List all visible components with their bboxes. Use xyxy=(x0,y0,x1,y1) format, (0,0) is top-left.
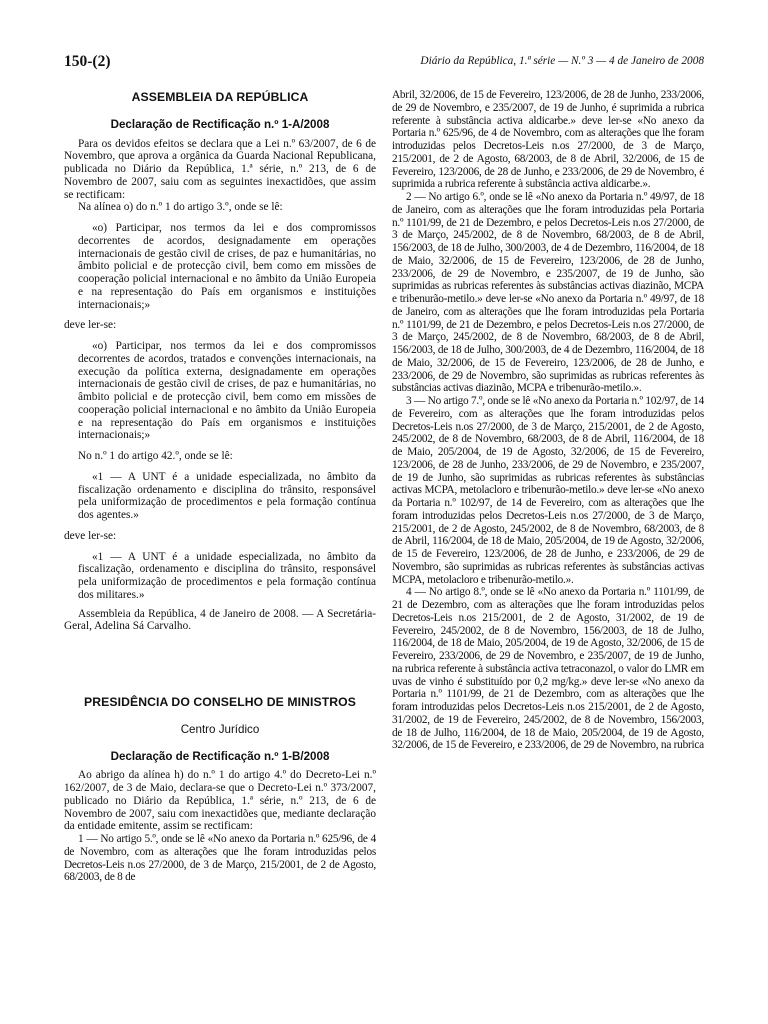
quoted-text: «o) Participar, nos termos da lei e dos compromissos decorrentes de acordos, tratados e convenções internacionais, na execução da política externa, designadamente em operações internacionais de gestão civil de crises, de paz e humanitárias, no âmbito policial e de protecção civil, bem como em missões de cooperação policial internacional e no âmbito da União Europeia e na representação do País em organismos e instituições internacionais;» xyxy=(78,340,376,442)
should-read-clause: deve ler-se: xyxy=(64,529,117,542)
page-header xyxy=(64,53,704,75)
signoff: Assembleia da República, 4 de Janeiro de 2008. — A Secretária-Geral, Adelina Sá Carvalho. xyxy=(64,607,376,633)
quoted-text: «1 — A UNT é a unidade especializada, no âmbito da fiscalização, ordenamento e disciplina do trânsito, responsável pela uniformização de procedimentos e pela formação contínua dos militares.» xyxy=(78,550,376,601)
rectification-item-1: 1 — No artigo 5.º, onde se lê «No anexo da Portaria n.º 625/96, de 4 de Novembro, com as alterações que lhe foram introduzidas pelos Decretos-Leis n.os 27/2000, de 3 de Março, 215/2001, de 2 de Agosto, 68/2003, de 8 de xyxy=(64,833,376,884)
where-clause: No n.º 1 do artigo 42.º, onde se lê: xyxy=(78,450,233,462)
should-read-clause: deve ler-se: xyxy=(64,319,117,332)
rectification-item-4: 4 — No artigo 8.º, onde se lê «No anexo da Portaria n.º 1101/99, de 21 de Dezembro, com as alterações que lhe foram introduzidas pelos Decretos-Leis n.os 215/2001, de 2 de Agosto, 31/2002, de 19 de Fevereiro, 245/2002, de 8 de Novembro, 156/2003, de 18 de Julho, 116/2004, de 18 de Maio, 205/2004, de 19 de Agosto, 32/2006, de 15 de Fevereiro, 233/2006, de 29 de Novembro, e 235/2007, de 19 de Junho, na rubrica referente à substância activa tetraconazol, o valor do LMR em uvas de vinho é substituído por 0,2 mg/kg.» deve ler-se «No anexo da Portaria n.º 1101/99, de 21 de Dezembro, com as alterações que lhe foram introduzidas pelos Decretos-Leis n.os 215/2001, de 2 de Agosto, 31/2002, de 19 de Fevereiro, 245/2002, de 8 de Novembro, 156/2003, de 18 de Julho, 116/2004, de 18 de Maio, 205/2004, de 19 de Agosto, 32/2006, de 15 de Fevereiro, e 233/2006, de 29 de Novembro, na rubrica xyxy=(392,586,704,752)
section-heading-presidencia: PRESIDÊNCIA DO CONSELHO DE MINISTROS xyxy=(84,695,356,709)
declaration-intro: Ao abrigo da alínea h) do n.º 1 do artigo 4.º do Decreto-Lei n.º 162/2007, de 3 de Maio, declara-se que o Decreto-Lei n.º 373/2007, publicado no Diário da República, 1.ª série, n.º 213, de 6 de Novembro de 2007, saiu com inexactidões que, mediante declaração da entidade emitente, assim se rectificam: xyxy=(64,769,376,833)
section-subtitle: Centro Jurídico xyxy=(180,722,260,736)
rectification-item-3: 3 — No artigo 7.º, onde se lê «No anexo da Portaria n.º 102/97, de 14 de Fevereiro, com as alterações que lhe foram introduzidas pelos Decretos-Leis n.os 27/2000, de 3 de Março, 215/2001, de 2 de Agosto, 245/2002, de 8 de Novembro, 68/2003, de 8 de Abril, 116/2004, de 18 de Maio, 205/2004, de 19 de Agosto, 32/2006, de 15 de Fevereiro, 123/2006, de 28 de Junho, 233/2006, de 29 de Novembro, e 235/2007, de 19 de Junho, são suprimidas as rubricas referentes às substâncias activas MCPA, metolacloro e tribenurão-metilo.» deve ler-se «No anexo da Portaria n.º 102/97, de 14 de Fevereiro, com as alterações que lhe foram introduzidas pelos Decretos-Leis n.os 27/2000, de 3 de Março, 215/2001, de 2 de Agosto, 245/2002, de 8 de Novembro, 68/2003, de 8 de Abril, 116/2004, de 18 de Maio, 205/2004, de 19 de Agosto, 32/2006, de 15 de Fevereiro, 123/2006, de 28 de Junho, e 233/2006, de 29 de Novembro, são suprimidas as rubricas referentes às substâncias activas MCPA, metolacloro e tribenurão-metilo.». xyxy=(392,395,704,586)
right-column xyxy=(392,89,704,752)
declaration-title-1a: Declaração de Rectificação n.º 1-A/2008 xyxy=(110,117,330,131)
quoted-text: «1 — A UNT é a unidade especializada, no âmbito da fiscalização ordenamento e disciplina do trânsito, responsável pela uniformização de procedimentos e pela formação contínua dos agentes.» xyxy=(78,470,376,521)
page-number: 150-(2) xyxy=(64,53,111,70)
declaration-title-1b: Declaração de Rectificação n.º 1-B/2008 xyxy=(110,749,330,763)
left-column xyxy=(64,88,376,884)
quoted-text: «o) Participar, nos termos da lei e dos compromissos decorrentes de acordos, designadamente em operações internacionais de gestão civil de crises, de paz e humanitárias, no âmbito policial e de protecção civil, bem como em missões de cooperação policial internacional e no âmbito da União Europeia e na representação do País em organismos e instituições internacionais;» xyxy=(78,222,376,311)
declaration-intro: Para os devidos efeitos se declara que a Lei n.º 63/2007, de 6 de Novembro, que aprova a orgânica da Guarda Nacional Republicana, publicada no Diário da República, 1.ª série, n.º 213, de 6 de Novembro de 2007, saiu com as seguintes inexactidões, que assim se rectificam: xyxy=(64,137,376,201)
rectification-item-1-continued: Abril, 32/2006, de 15 de Fevereiro, 123/2006, de 28 de Junho, 233/2006, de 29 de Novembro, e 235/2007, de 19 de Junho, é suprimida a rubrica referente à substância activa aldicarbe.» deve ler-se «No anexo da Portaria n.º 625/96, de 4 de Novembro, com as alterações que lhe foram introduzidas pelos Decretos-Leis n.os 27/2000, de 3 de Março, 215/2001, de 2 de Agosto, 68/2003, de 8 de Abril, 32/2006, de 15 de Fevereiro, 123/2006, de 28 de Junho, e 233/2006, de 29 de Novembro, é suprimida a rubrica referente à substância activa aldicarbe.». xyxy=(392,89,705,191)
rectification-item-2: 2 — No artigo 6.º, onde se lê «No anexo da Portaria n.º 49/97, de 18 de Janeiro, com as alterações que lhe foram introduzidas pela Portaria n.º 1101/99, de 21 de Dezembro, e pelos Decretos-Leis n.os 27/2000, de 3 de Março, 245/2002, de 8 de Novembro, 68/2003, de 8 de Abril, 156/2003, de 18 de Julho, 300/2003, de 4 de Dezembro, 116/2004, de 18 de Maio, 32/2006, de 15 de Fevereiro, 123/2006, de 28 de Junho, 233/2006, de 29 de Novembro, e 235/2007, de 19 de Junho, são suprimidas as rubricas referentes às substâncias activas diazinão, MCPA e tribenurão-metilo.» deve ler-se «No anexo da Portaria n.º 49/97, de 18 de Janeiro, com as alterações que lhe foram introduzidas pela Portaria n.º 1101/99, de 21 de Dezembro, e pelos Decretos-Leis n.os 27/2000, de 3 de Março, 245/2002, de 8 de Novembro, 68/2003, de 8 de Abril, 156/2003, de 18 de Julho, 300/2003, de 4 de Dezembro, 116/2004, de 18 de Maio, 32/2006, de 15 de Fevereiro, 123/2006, de 28 de Junho, e 233/2006, de 29 de Novembro, são suprimidas as rubricas referentes às substâncias activas diazinão, MCPA e tribenurão-metilo.». xyxy=(392,191,704,395)
where-clause: Na alínea o) do n.º 1 do artigo 3.º, onde se lê: xyxy=(78,201,283,214)
section-heading-assembleia: ASSEMBLEIA DA REPÚBLICA xyxy=(131,90,309,104)
running-title: Diário da República, 1.ª série — N.º 3 — 4 de Janeiro de 2008 xyxy=(420,55,704,67)
